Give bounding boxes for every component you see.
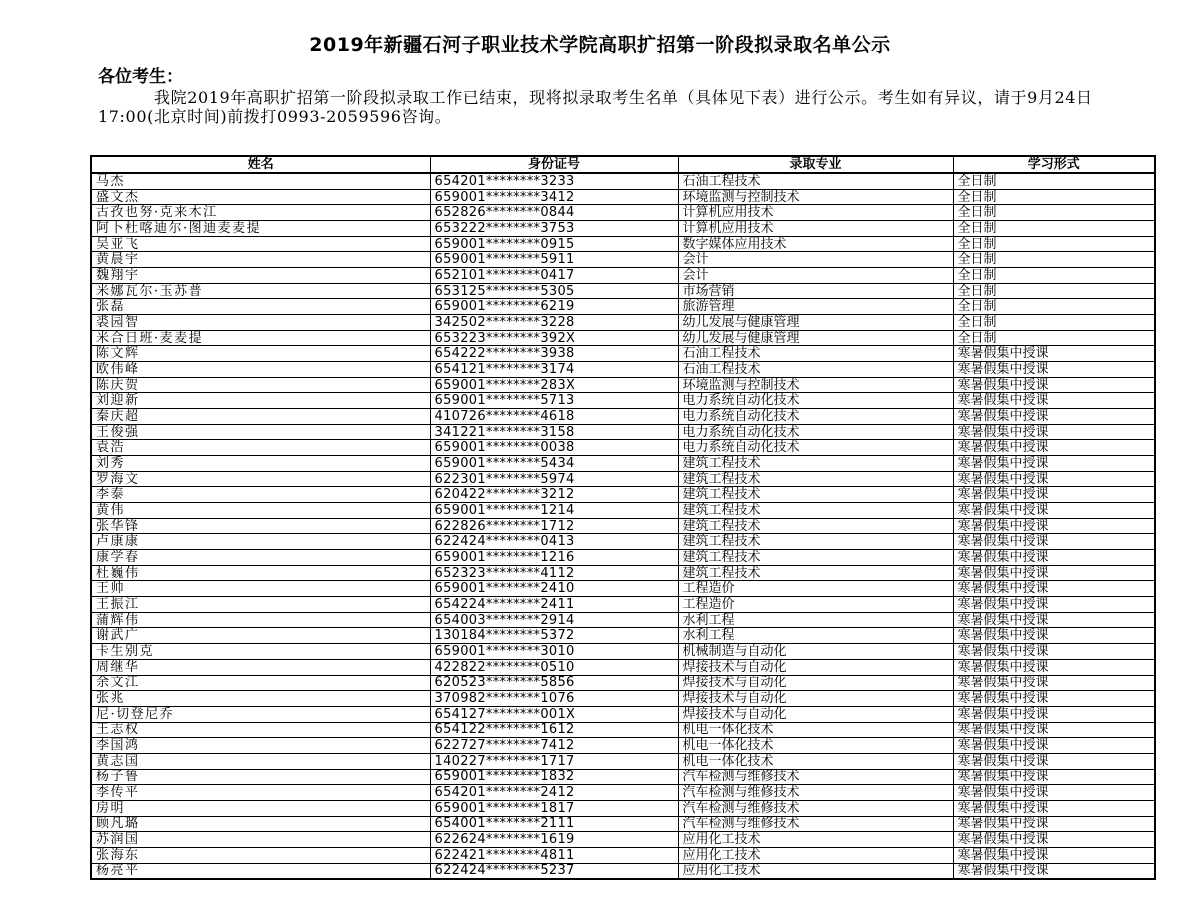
cell-id-number: 422822********0510 <box>430 659 678 675</box>
cell-study-mode: 寒暑假集中授课 <box>953 393 1155 409</box>
table-row <box>91 847 1155 863</box>
cell-major: 汽车检测与维修技术 <box>678 800 953 816</box>
cell-study-mode: 寒暑假集中授课 <box>953 440 1155 456</box>
table-row <box>91 315 1155 331</box>
cell-major: 会计 <box>678 268 953 284</box>
table-row <box>91 471 1155 487</box>
cell-major: 数字媒体应用技术 <box>678 236 953 252</box>
table-row <box>91 173 1155 189</box>
table-row <box>91 189 1155 205</box>
cell-id-number: 659001********5713 <box>430 393 678 409</box>
cell-study-mode: 寒暑假集中授课 <box>953 659 1155 675</box>
table-row <box>91 252 1155 268</box>
cell-name: 李泰 <box>91 487 430 503</box>
cell-id-number: 140227********1717 <box>430 753 678 769</box>
cell-major: 建筑工程技术 <box>678 471 953 487</box>
cell-name: 张海东 <box>91 847 430 863</box>
cell-id-number: 654224********2411 <box>430 597 678 613</box>
cell-major: 环境监测与控制技术 <box>678 377 953 393</box>
cell-major: 市场营销 <box>678 283 953 299</box>
cell-study-mode: 寒暑假集中授课 <box>953 612 1155 628</box>
table-row <box>91 487 1155 503</box>
cell-name: 王帅 <box>91 581 430 597</box>
cell-id-number: 620422********3212 <box>430 487 678 503</box>
cell-id-number: 622826********1712 <box>430 518 678 534</box>
cell-major: 应用化工技术 <box>678 832 953 848</box>
cell-id-number: 659001********0915 <box>430 236 678 252</box>
table-row <box>91 268 1155 284</box>
cell-major: 应用化工技术 <box>678 863 953 879</box>
cell-study-mode: 寒暑假集中授课 <box>953 738 1155 754</box>
table-row <box>91 518 1155 534</box>
cell-study-mode: 寒暑假集中授课 <box>953 675 1155 691</box>
cell-study-mode: 寒暑假集中授课 <box>953 456 1155 472</box>
cell-id-number: 653125********5305 <box>430 283 678 299</box>
cell-major: 电力系统自动化技术 <box>678 440 953 456</box>
cell-major: 建筑工程技术 <box>678 550 953 566</box>
table-row <box>91 769 1155 785</box>
cell-name: 马杰 <box>91 173 430 189</box>
cell-name: 尼·切登尼乔 <box>91 706 430 722</box>
table-row <box>91 236 1155 252</box>
cell-name: 余文江 <box>91 675 430 691</box>
cell-id-number: 659001********1817 <box>430 800 678 816</box>
cell-id-number: 659001********5911 <box>430 252 678 268</box>
cell-study-mode: 全日制 <box>953 205 1155 221</box>
cell-major: 幼儿发展与健康管理 <box>678 330 953 346</box>
cell-major: 建筑工程技术 <box>678 487 953 503</box>
table-row <box>91 659 1155 675</box>
header-major: 录取专业 <box>678 156 953 173</box>
cell-study-mode: 寒暑假集中授课 <box>953 800 1155 816</box>
table-row <box>91 330 1155 346</box>
table-row <box>91 722 1155 738</box>
cell-id-number: 652323********4112 <box>430 565 678 581</box>
cell-major: 汽车检测与维修技术 <box>678 785 953 801</box>
cell-name: 古孜也努·克来木江 <box>91 205 430 221</box>
cell-major: 汽车检测与维修技术 <box>678 816 953 832</box>
cell-study-mode: 寒暑假集中授课 <box>953 832 1155 848</box>
cell-id-number: 654001********2111 <box>430 816 678 832</box>
cell-id-number: 622424********0413 <box>430 534 678 550</box>
cell-id-number: 654222********3938 <box>430 346 678 362</box>
cell-major: 机电一体化技术 <box>678 738 953 754</box>
cell-major: 水利工程 <box>678 628 953 644</box>
cell-study-mode: 寒暑假集中授课 <box>953 409 1155 425</box>
cell-id-number: 659001********2410 <box>430 581 678 597</box>
cell-name: 张兆 <box>91 691 430 707</box>
cell-name: 苏润国 <box>91 832 430 848</box>
cell-study-mode: 寒暑假集中授课 <box>953 785 1155 801</box>
cell-major: 幼儿发展与健康管理 <box>678 315 953 331</box>
admission-table <box>90 155 1156 880</box>
cell-name: 黄晨宇 <box>91 252 430 268</box>
cell-name: 米娜瓦尔·玉苏普 <box>91 283 430 299</box>
cell-name: 周继华 <box>91 659 430 675</box>
cell-study-mode: 寒暑假集中授课 <box>953 503 1155 519</box>
table-row <box>91 612 1155 628</box>
cell-study-mode: 全日制 <box>953 283 1155 299</box>
cell-id-number: 130184********5372 <box>430 628 678 644</box>
header-name: 姓名 <box>91 156 430 173</box>
cell-major: 石油工程技术 <box>678 346 953 362</box>
cell-id-number: 653223********392X <box>430 330 678 346</box>
cell-study-mode: 全日制 <box>953 330 1155 346</box>
cell-study-mode: 寒暑假集中授课 <box>953 487 1155 503</box>
table-row <box>91 706 1155 722</box>
cell-id-number: 620523********5856 <box>430 675 678 691</box>
cell-name: 张华锋 <box>91 518 430 534</box>
cell-major: 电力系统自动化技术 <box>678 409 953 425</box>
cell-name: 阿卜杜喀迪尔·图迪麦麦提 <box>91 221 430 237</box>
table-body <box>91 173 1155 879</box>
cell-major: 焊接技术与自动化 <box>678 675 953 691</box>
header-id-number: 身份证号 <box>430 156 678 173</box>
cell-major: 石油工程技术 <box>678 362 953 378</box>
cell-major: 焊接技术与自动化 <box>678 691 953 707</box>
cell-name: 魏翔宇 <box>91 268 430 284</box>
table-row <box>91 785 1155 801</box>
cell-study-mode: 寒暑假集中授课 <box>953 691 1155 707</box>
cell-name: 刘秀 <box>91 456 430 472</box>
cell-major: 焊接技术与自动化 <box>678 706 953 722</box>
table-row <box>91 409 1155 425</box>
cell-id-number: 622424********5237 <box>430 863 678 879</box>
table-row <box>91 691 1155 707</box>
cell-name: 秦庆超 <box>91 409 430 425</box>
cell-name: 吴亚飞 <box>91 236 430 252</box>
cell-study-mode: 寒暑假集中授课 <box>953 362 1155 378</box>
table-row <box>91 816 1155 832</box>
cell-id-number: 370982********1076 <box>430 691 678 707</box>
table-row <box>91 299 1155 315</box>
cell-id-number: 622624********1619 <box>430 832 678 848</box>
cell-name: 李传平 <box>91 785 430 801</box>
cell-id-number: 654127********001X <box>430 706 678 722</box>
cell-name: 盛文杰 <box>91 189 430 205</box>
cell-id-number: 654122********1612 <box>430 722 678 738</box>
table-row <box>91 597 1155 613</box>
table-row <box>91 221 1155 237</box>
table-row <box>91 738 1155 754</box>
cell-study-mode: 全日制 <box>953 236 1155 252</box>
cell-major: 环境监测与控制技术 <box>678 189 953 205</box>
cell-major: 建筑工程技术 <box>678 518 953 534</box>
header-study-mode: 学习形式 <box>953 156 1155 173</box>
cell-major: 电力系统自动化技术 <box>678 393 953 409</box>
table-row <box>91 581 1155 597</box>
cell-name: 袁浩 <box>91 440 430 456</box>
table-row <box>91 377 1155 393</box>
cell-study-mode: 寒暑假集中授课 <box>953 581 1155 597</box>
cell-id-number: 659001********6219 <box>430 299 678 315</box>
cell-major: 机电一体化技术 <box>678 722 953 738</box>
cell-major: 建筑工程技术 <box>678 565 953 581</box>
cell-name: 王振江 <box>91 597 430 613</box>
table-row <box>91 362 1155 378</box>
table-row <box>91 800 1155 816</box>
document-title: 2019年新疆石河子职业技术学院高职扩招第一阶段拟录取名单公示 <box>309 34 891 56</box>
cell-study-mode: 全日制 <box>953 268 1155 284</box>
cell-name: 米合日班·麦麦提 <box>91 330 430 346</box>
cell-study-mode: 全日制 <box>953 189 1155 205</box>
table-row <box>91 565 1155 581</box>
cell-name: 陈庆贺 <box>91 377 430 393</box>
table-row <box>91 863 1155 879</box>
cell-name: 杜巍伟 <box>91 565 430 581</box>
cell-id-number: 652826********0844 <box>430 205 678 221</box>
table-row <box>91 628 1155 644</box>
cell-study-mode: 寒暑假集中授课 <box>953 377 1155 393</box>
cell-id-number: 652101********0417 <box>430 268 678 284</box>
cell-id-number: 659001********5434 <box>430 456 678 472</box>
cell-study-mode: 寒暑假集中授课 <box>953 346 1155 362</box>
cell-major: 建筑工程技术 <box>678 456 953 472</box>
cell-major: 会计 <box>678 252 953 268</box>
table-row <box>91 503 1155 519</box>
cell-name: 黄志国 <box>91 753 430 769</box>
cell-study-mode: 寒暑假集中授课 <box>953 753 1155 769</box>
cell-major: 汽车检测与维修技术 <box>678 769 953 785</box>
cell-major: 旅游管理 <box>678 299 953 315</box>
notice-paragraph: 我院2019年高职扩招第一阶段拟录取工作已结束，现将拟录取考生名单（具体见下表）进行公示。考生如有异议，请于9月24日17:00(北京时间)前拨打0993-2059596咨询。 <box>98 88 1093 126</box>
cell-major: 工程造价 <box>678 581 953 597</box>
cell-name: 黄伟 <box>91 503 430 519</box>
cell-name: 卢康康 <box>91 534 430 550</box>
cell-major: 计算机应用技术 <box>678 205 953 221</box>
table-row <box>91 346 1155 362</box>
cell-major: 焊接技术与自动化 <box>678 659 953 675</box>
table-row <box>91 393 1155 409</box>
cell-id-number: 659001********0038 <box>430 440 678 456</box>
cell-id-number: 341221********3158 <box>430 424 678 440</box>
cell-name: 杨亮平 <box>91 863 430 879</box>
cell-study-mode: 全日制 <box>953 221 1155 237</box>
cell-study-mode: 寒暑假集中授课 <box>953 565 1155 581</box>
cell-id-number: 654201********3233 <box>430 173 678 189</box>
cell-study-mode: 全日制 <box>953 315 1155 331</box>
table-row <box>91 753 1155 769</box>
table-row <box>91 456 1155 472</box>
cell-study-mode: 寒暑假集中授课 <box>953 644 1155 660</box>
cell-study-mode: 寒暑假集中授课 <box>953 628 1155 644</box>
table-row <box>91 675 1155 691</box>
cell-name: 康学春 <box>91 550 430 566</box>
cell-name: 顾凡璐 <box>91 816 430 832</box>
cell-study-mode: 寒暑假集中授课 <box>953 722 1155 738</box>
cell-name: 谢武广 <box>91 628 430 644</box>
cell-name: 刘迎新 <box>91 393 430 409</box>
cell-id-number: 622301********5974 <box>430 471 678 487</box>
cell-study-mode: 寒暑假集中授课 <box>953 706 1155 722</box>
cell-id-number: 622421********4811 <box>430 847 678 863</box>
cell-major: 工程造价 <box>678 597 953 613</box>
salutation: 各位考生： <box>98 67 183 87</box>
cell-name: 罗海文 <box>91 471 430 487</box>
cell-name: 欧伟峰 <box>91 362 430 378</box>
table-row <box>91 832 1155 848</box>
cell-id-number: 342502********3228 <box>430 315 678 331</box>
table-row <box>91 283 1155 299</box>
cell-name: 王俊强 <box>91 424 430 440</box>
table-row <box>91 644 1155 660</box>
table-row <box>91 550 1155 566</box>
cell-id-number: 654003********2914 <box>430 612 678 628</box>
cell-study-mode: 寒暑假集中授课 <box>953 550 1155 566</box>
cell-major: 石油工程技术 <box>678 173 953 189</box>
cell-id-number: 654201********2412 <box>430 785 678 801</box>
cell-name: 卡生别克 <box>91 644 430 660</box>
cell-name: 李国鸿 <box>91 738 430 754</box>
cell-id-number: 659001********1832 <box>430 769 678 785</box>
cell-study-mode: 寒暑假集中授课 <box>953 597 1155 613</box>
cell-name: 王志权 <box>91 722 430 738</box>
cell-id-number: 653222********3753 <box>430 221 678 237</box>
cell-name: 陈文辉 <box>91 346 430 362</box>
cell-id-number: 654121********3174 <box>430 362 678 378</box>
cell-study-mode: 寒暑假集中授课 <box>953 534 1155 550</box>
cell-study-mode: 寒暑假集中授课 <box>953 847 1155 863</box>
cell-name: 杨子鲁 <box>91 769 430 785</box>
table-row <box>91 205 1155 221</box>
cell-id-number: 410726********4618 <box>430 409 678 425</box>
cell-major: 建筑工程技术 <box>678 503 953 519</box>
cell-name: 裘园智 <box>91 315 430 331</box>
cell-study-mode: 全日制 <box>953 173 1155 189</box>
cell-study-mode: 寒暑假集中授课 <box>953 424 1155 440</box>
cell-id-number: 659001********1216 <box>430 550 678 566</box>
cell-major: 建筑工程技术 <box>678 534 953 550</box>
table-row <box>91 534 1155 550</box>
cell-id-number: 659001********1214 <box>430 503 678 519</box>
cell-id-number: 659001********283X <box>430 377 678 393</box>
cell-name: 张磊 <box>91 299 430 315</box>
cell-major: 计算机应用技术 <box>678 221 953 237</box>
cell-major: 机电一体化技术 <box>678 753 953 769</box>
cell-study-mode: 寒暑假集中授课 <box>953 471 1155 487</box>
cell-id-number: 659001********3010 <box>430 644 678 660</box>
table-header-row <box>91 156 1155 173</box>
cell-study-mode: 寒暑假集中授课 <box>953 816 1155 832</box>
cell-study-mode: 全日制 <box>953 252 1155 268</box>
cell-name: 蒲辉伟 <box>91 612 430 628</box>
cell-major: 机械制造与自动化 <box>678 644 953 660</box>
cell-major: 电力系统自动化技术 <box>678 424 953 440</box>
table-row <box>91 424 1155 440</box>
cell-name: 房明 <box>91 800 430 816</box>
cell-study-mode: 寒暑假集中授课 <box>953 769 1155 785</box>
cell-id-number: 659001********3412 <box>430 189 678 205</box>
cell-id-number: 622727********7412 <box>430 738 678 754</box>
cell-study-mode: 寒暑假集中授课 <box>953 518 1155 534</box>
cell-major: 应用化工技术 <box>678 847 953 863</box>
cell-study-mode: 全日制 <box>953 299 1155 315</box>
table-row <box>91 440 1155 456</box>
cell-major: 水利工程 <box>678 612 953 628</box>
cell-study-mode: 寒暑假集中授课 <box>953 863 1155 879</box>
